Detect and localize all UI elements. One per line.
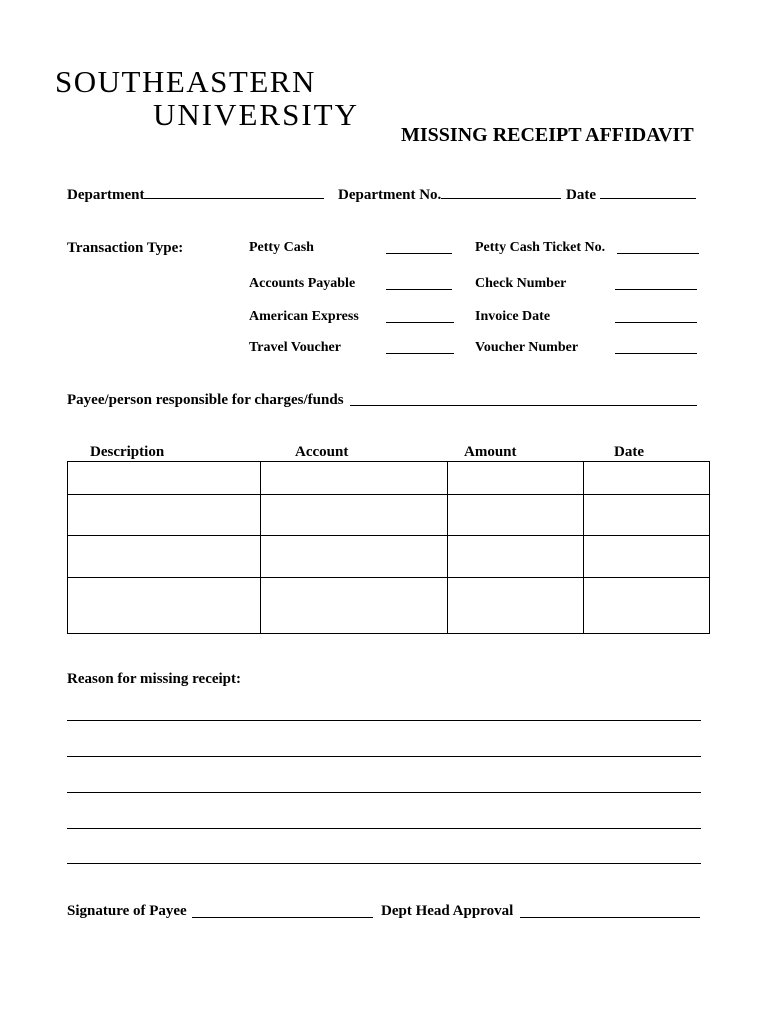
reason-label: Reason for missing receipt:: [67, 671, 242, 687]
col-header-date: Date: [614, 444, 644, 460]
transaction-type-accounts-payable: Accounts Payable: [249, 276, 356, 291]
account-cell[interactable]: [261, 536, 448, 578]
transaction-type-travel-voucher: Travel Voucher: [249, 340, 341, 355]
department-no-line[interactable]: [441, 186, 561, 199]
american-express-check-line[interactable]: [386, 322, 454, 323]
amount-cell[interactable]: [448, 578, 584, 634]
date-cell[interactable]: [584, 536, 710, 578]
description-cell[interactable]: [68, 536, 261, 578]
reason-line-1[interactable]: [67, 720, 701, 721]
transaction-type-american-express: American Express: [249, 309, 359, 324]
form-title: MISSING RECEIPT AFFIDAVIT: [401, 124, 694, 146]
reason-line-5[interactable]: [67, 863, 701, 864]
petty-cash-check-line[interactable]: [386, 253, 452, 254]
date-cell[interactable]: [584, 462, 710, 495]
account-cell[interactable]: [261, 578, 448, 634]
petty-cash-ticket-label: Petty Cash Ticket No.: [475, 240, 606, 255]
col-header-account: Account: [295, 444, 349, 460]
col-header-amount: Amount: [464, 444, 517, 460]
dept-head-approval-label: Dept Head Approval: [381, 903, 514, 919]
reason-line-2[interactable]: [67, 756, 701, 757]
date-cell[interactable]: [584, 578, 710, 634]
date-cell[interactable]: [584, 495, 710, 536]
check-number-line[interactable]: [615, 289, 697, 290]
table-row: [68, 578, 710, 634]
logo-line-2: UNIVERSITY: [153, 97, 359, 132]
account-cell[interactable]: [261, 462, 448, 495]
accounts-payable-check-line[interactable]: [386, 289, 452, 290]
petty-cash-ticket-line[interactable]: [617, 253, 699, 254]
amount-cell[interactable]: [448, 462, 584, 495]
invoice-date-line[interactable]: [615, 322, 697, 323]
reason-line-4[interactable]: [67, 828, 701, 829]
col-header-description: Description: [90, 444, 165, 460]
department-label: Department: [67, 187, 145, 203]
signature-payee-line[interactable]: [192, 917, 373, 918]
payee-line[interactable]: [350, 405, 697, 406]
account-cell[interactable]: [261, 495, 448, 536]
date-line[interactable]: [600, 186, 696, 199]
transaction-type-label: Transaction Type:: [67, 240, 184, 256]
table-row: [68, 536, 710, 578]
voucher-number-label: Voucher Number: [475, 340, 579, 355]
reason-line-3[interactable]: [67, 792, 701, 793]
voucher-number-line[interactable]: [615, 353, 697, 354]
expense-table: [67, 461, 710, 634]
department-line[interactable]: [144, 186, 324, 199]
amount-cell[interactable]: [448, 495, 584, 536]
department-no-label: Department No.: [338, 187, 442, 203]
travel-voucher-check-line[interactable]: [386, 353, 454, 354]
department-no-field: [338, 186, 561, 204]
logo-line-1: SOUTHEASTERN: [55, 64, 316, 99]
description-cell[interactable]: [68, 578, 261, 634]
amount-cell[interactable]: [448, 536, 584, 578]
date-field: [566, 186, 696, 204]
table-row: [68, 462, 710, 495]
table-row: [68, 495, 710, 536]
payee-label: Payee/person responsible for charges/funds: [67, 392, 344, 408]
invoice-date-label: Invoice Date: [475, 309, 551, 324]
date-label: Date: [566, 187, 596, 203]
dept-head-approval-line[interactable]: [520, 917, 700, 918]
description-cell[interactable]: [68, 495, 261, 536]
department-field: [67, 186, 324, 204]
check-number-label: Check Number: [475, 276, 567, 291]
description-cell[interactable]: [68, 462, 261, 495]
signature-payee-label: Signature of Payee: [67, 903, 187, 919]
transaction-type-petty-cash: Petty Cash: [249, 240, 314, 255]
